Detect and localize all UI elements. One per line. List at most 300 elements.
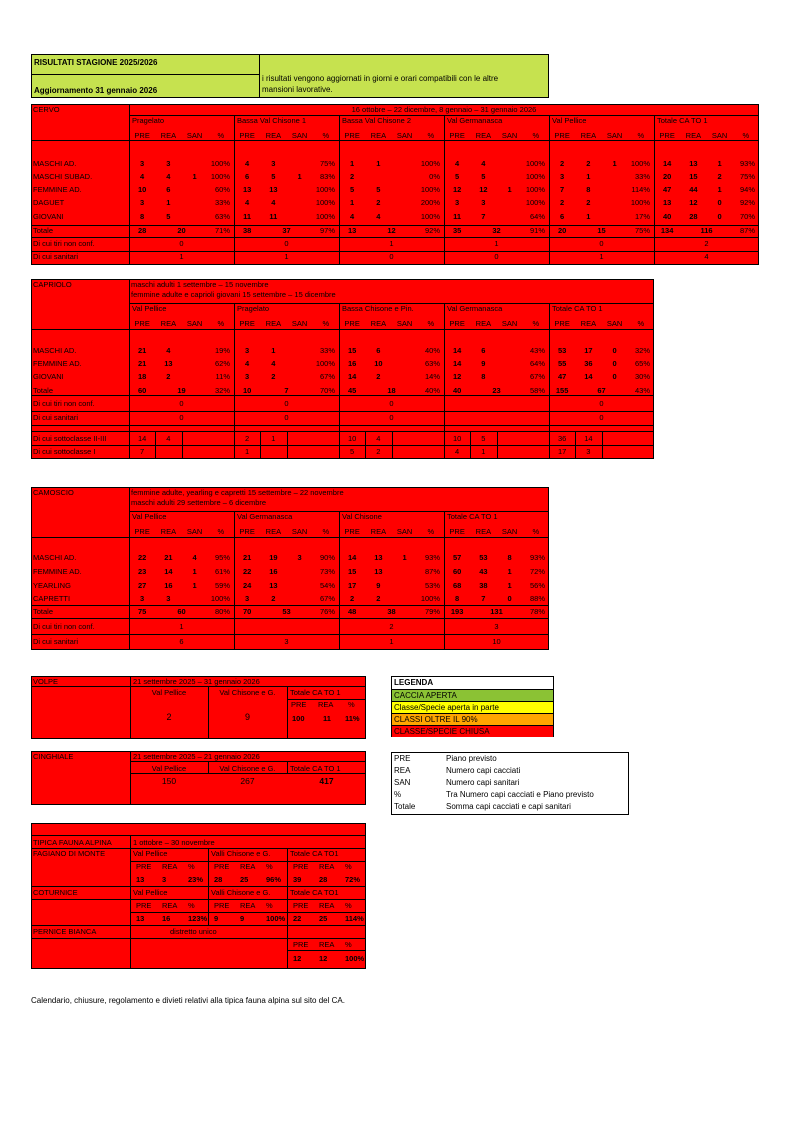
capriolo-cell: 40%: [424, 346, 440, 355]
cervo-sanitari-label: Di cui sanitari: [33, 252, 79, 261]
camoscio-dates-1: femmine adulte, yearling e capretti 15 settembre – 22 novembre: [131, 488, 344, 497]
cervo-cell: 114%: [631, 185, 650, 194]
abbr-key: PRE: [394, 754, 411, 763]
cervo-cell: 14: [662, 159, 672, 168]
abbr-key: REA: [394, 766, 411, 775]
cervo-cell: 15: [597, 226, 606, 235]
capriolo-cell: 32%: [214, 386, 230, 395]
capriolo-cell: 60: [137, 386, 147, 395]
cervo-cell: 1: [350, 198, 355, 207]
cervo-cell: 1: [350, 159, 355, 168]
cervo-cell: 17%: [634, 212, 650, 221]
cervo-cell: 3: [560, 172, 565, 181]
capriolo-col-head: PRE: [134, 319, 150, 328]
camoscio-cell: 3: [245, 594, 250, 603]
cervo-row-label: MASCHI SUBAD.: [33, 172, 93, 181]
cervo-col-head: PRE: [134, 131, 150, 140]
fagiano-head: PRE: [136, 862, 152, 871]
capriolo-sanitari-value: 0: [599, 413, 604, 422]
cervo-cell: 5: [455, 172, 460, 181]
capriolo-cell: 47: [557, 372, 567, 381]
legend-item: CLASSI OLTRE IL 90%: [392, 713, 553, 725]
capriolo-cell: 14: [347, 372, 357, 381]
cervo-hline-3: [31, 237, 759, 238]
cervo-col-head: %: [427, 131, 435, 140]
capriolo-row-label: Totale: [33, 386, 54, 395]
camoscio-cell: 1: [507, 581, 512, 590]
cervo-cell: 4: [245, 198, 250, 207]
cervo-cell: 3: [455, 198, 460, 207]
cervo-cell: 8: [140, 212, 145, 221]
capriolo-sanitari-value: 0: [389, 413, 394, 422]
cervo-col-head: PRE: [344, 131, 360, 140]
cervo-cell: 6: [245, 172, 250, 181]
fagiano-head: PRE: [214, 862, 230, 871]
camoscio-cell: 3: [140, 594, 145, 603]
cervo-col-head: SAN: [711, 131, 728, 140]
coturnice-val: 22: [293, 914, 302, 923]
capriolo-cell: 63%: [424, 359, 440, 368]
capriolo-cell: 7: [284, 386, 289, 395]
capriolo-row-label: MASCHI AD.: [33, 346, 77, 355]
capriolo-row-label: FEMMINE AD.: [33, 359, 82, 368]
camoscio-cell: 80%: [214, 607, 230, 616]
camoscio-cell: 100%: [210, 594, 230, 603]
capriolo-cell: 14: [584, 372, 593, 381]
cervo-cell: 1: [586, 212, 591, 221]
cervo-sanitari-value: 4: [704, 252, 709, 261]
volpe-col-totale: Totale CA TO 1: [290, 688, 341, 697]
capriolo-non_conf-value: 0: [284, 399, 289, 408]
capriolo-col-head: SAN: [186, 319, 203, 328]
cervo-cell: 1: [376, 159, 381, 168]
pernice-head: PRE: [293, 940, 309, 949]
capriolo-cell: 4: [245, 359, 250, 368]
cervo-sanitari-value: 0: [389, 252, 394, 261]
capriolo-col-head: PRE: [449, 319, 465, 328]
volpe-head-rea: REA: [318, 700, 334, 709]
camoscio-cell: 27: [137, 581, 147, 590]
camoscio-cell: 1: [507, 567, 512, 576]
fagiano-col-2: Totale CA TO1: [290, 849, 339, 858]
cervo-col-head: %: [637, 131, 645, 140]
capriolo-sanitari-value: 0: [179, 413, 184, 422]
capriolo-col-head: PRE: [554, 319, 570, 328]
cervo-row-label: GIOVANI: [33, 212, 64, 221]
camoscio-col-head: %: [322, 527, 330, 536]
capriolo-cell: 33%: [319, 346, 335, 355]
camoscio-row-label: YEARLING: [33, 581, 71, 590]
capriolo-sottoclasse_1-value: 17: [557, 447, 567, 456]
capriolo-cell: 6: [376, 346, 381, 355]
capriolo-sotto-divider2-0: [182, 431, 183, 459]
camoscio-cell: 88%: [529, 594, 545, 603]
camoscio-cell: 14: [164, 567, 173, 576]
capriolo-name: CAPRIOLO: [33, 280, 72, 289]
cervo-cell: 12: [689, 198, 698, 207]
cervo-cell: 5: [166, 212, 171, 221]
cinghiale-totale-value: 417: [319, 776, 334, 786]
camoscio-sanitari-value: 3: [284, 637, 289, 646]
camoscio-cell: 2: [376, 594, 381, 603]
cervo-cell: 2: [717, 172, 722, 181]
pernice-distretto: distretto unico: [170, 927, 217, 936]
cervo-district-3: Val Germanasca: [447, 116, 503, 125]
cervo-non_conf-value: 0: [599, 239, 604, 248]
camoscio-sanitari-value: 10: [492, 637, 501, 646]
capriolo-cell: 10: [374, 359, 383, 368]
cervo-cell: 94%: [739, 185, 755, 194]
cervo-col-head: PRE: [239, 131, 255, 140]
coturnice-col-2: Totale CA TO1: [290, 888, 339, 897]
cervo-cell: 35: [452, 226, 462, 235]
camoscio-cell: 43: [479, 567, 488, 576]
fagiano-val: 39: [293, 875, 302, 884]
cervo-cell: 5: [271, 172, 276, 181]
capriolo-sottoclasse_23-value: 10: [452, 434, 462, 443]
cervo-cell: 5: [481, 172, 486, 181]
camoscio-col-head: PRE: [134, 527, 150, 536]
camoscio-cell: 3: [297, 553, 302, 562]
cervo-cell: 4: [455, 159, 460, 168]
fagiano-val: 13: [136, 875, 145, 884]
cervo-cell: 200%: [420, 198, 440, 207]
camoscio-cell: 0: [507, 594, 512, 603]
coturnice-head: PRE: [214, 901, 230, 910]
fagiano-head: %: [188, 862, 195, 871]
cervo-cell: 4: [140, 172, 145, 181]
cervo-col-head: SAN: [606, 131, 623, 140]
capriolo-col-head: PRE: [239, 319, 255, 328]
volpe-tot-rea: 11: [323, 714, 331, 723]
cervo-cell: 4: [481, 159, 486, 168]
cervo-cell: 1: [192, 172, 197, 181]
camoscio-cell: 8: [507, 553, 512, 562]
camoscio-non_conf-label: Di cui tiri non conf.: [33, 622, 95, 631]
capriolo-cell: 14: [452, 359, 462, 368]
season-title: RISULTATI STAGIONE 2025/2026: [34, 58, 158, 67]
capriolo-non_conf-value: 0: [599, 399, 604, 408]
pernice-val: 100%: [345, 954, 365, 963]
cervo-cell: 20: [177, 226, 186, 235]
cervo-cell: 0: [717, 212, 722, 221]
cervo-col-head: PRE: [659, 131, 675, 140]
cervo-cell: 100%: [630, 198, 650, 207]
capriolo-sotto-divider2-2: [392, 431, 393, 459]
cervo-non_conf-value: 0: [284, 239, 289, 248]
capriolo-district-4: Totale CA TO 1: [552, 304, 603, 313]
capriolo-col-head: REA: [370, 319, 387, 328]
cervo-cell: 40: [662, 212, 672, 221]
capriolo-cell: 55: [557, 359, 567, 368]
cervo-cell: 4: [376, 212, 381, 221]
capriolo-row-label: GIOVANI: [33, 372, 64, 381]
capriolo-cell: 3: [245, 372, 250, 381]
header-divider: [259, 54, 260, 98]
tipica-dates: 1 ottobre – 30 novembre: [133, 838, 215, 847]
capriolo-cell: 9: [481, 359, 486, 368]
legend-item: CACCIA APERTA: [392, 689, 553, 701]
capriolo-cell: 19: [177, 386, 186, 395]
cervo-non_conf-value: 0: [179, 239, 184, 248]
cervo-cell: 4: [245, 159, 250, 168]
cervo-hline-1: [31, 140, 759, 141]
camoscio-cell: 95%: [214, 553, 230, 562]
camoscio-cell: 53: [282, 607, 291, 616]
capriolo-cell: 43%: [634, 386, 650, 395]
capriolo-cell: 65%: [634, 359, 650, 368]
camoscio-cell: 60: [177, 607, 186, 616]
cervo-cell: 11: [243, 212, 252, 221]
capriolo-cell: 1: [271, 346, 276, 355]
cervo-cell: 2: [560, 159, 565, 168]
camoscio-cell: 48: [347, 607, 357, 616]
cervo-cell: 10: [137, 185, 147, 194]
camoscio-cell: 59%: [214, 581, 230, 590]
camoscio-col-head: REA: [475, 527, 492, 536]
tipica-hline-5: [130, 912, 366, 913]
cinghiale-vline-3: [287, 761, 288, 773]
camoscio-cell: 60: [452, 567, 462, 576]
camoscio-cell: 16: [269, 567, 278, 576]
cinghiale-pellice-value: 150: [161, 776, 177, 786]
camoscio-sanitari-label: Di cui sanitari: [33, 637, 79, 646]
capriolo-cell: 32%: [634, 346, 650, 355]
capriolo-cell: 18: [387, 386, 396, 395]
capriolo-sottoclasse_23-value: 14: [137, 434, 147, 443]
cervo-cell: 2: [560, 198, 565, 207]
camoscio-cell: 8: [455, 594, 460, 603]
capriolo-cell: 40: [452, 386, 462, 395]
camoscio-non_conf-value: 1: [179, 622, 184, 631]
cervo-sanitari-value: 1: [599, 252, 604, 261]
abbr-desc: Numero capi sanitari: [446, 778, 520, 787]
fagiano-val: 96%: [266, 875, 282, 884]
coturnice-name: COTURNICE: [33, 888, 78, 897]
capriolo-label-divider: [129, 279, 130, 459]
camoscio-cell: 56%: [529, 581, 545, 590]
camoscio-sanitari-value: 1: [389, 637, 394, 646]
capriolo-cell: 12: [452, 372, 462, 381]
cervo-dates: 16 ottobre – 22 dicembre, 8 gennaio – 31 gennaio 2026: [351, 105, 537, 114]
tipica-name: TIPICA FAUNA ALPINA: [33, 838, 112, 847]
cervo-district-0: Pragelato: [132, 116, 165, 125]
abbr-key: Totale: [394, 802, 416, 811]
capriolo-cell: 155: [555, 386, 569, 395]
cervo-cell: 2: [376, 198, 381, 207]
capriolo-cell: 53: [557, 346, 567, 355]
capriolo-cell: 45: [347, 386, 357, 395]
cervo-cell: 37: [282, 226, 291, 235]
cervo-cell: 134: [660, 226, 674, 235]
camoscio-cell: 1: [192, 581, 197, 590]
cervo-col-head: SAN: [396, 131, 413, 140]
camoscio-cell: 1: [192, 567, 197, 576]
capriolo-sottoclasse_1-value: 1: [245, 447, 250, 456]
camoscio-cell: 193: [450, 607, 464, 616]
cervo-cell: 13: [269, 185, 278, 194]
legend-item: CLASSE/SPECIE CHIUSA: [392, 725, 553, 737]
cinghiale-col-totale: Totale CA TO 1: [290, 764, 341, 773]
coturnice-val: 13: [136, 914, 145, 923]
camoscio-district-0: Val Pellice: [132, 512, 167, 521]
cervo-cell: 33%: [214, 198, 230, 207]
capriolo-cell: 40%: [424, 386, 440, 395]
cervo-cell: 1: [717, 185, 722, 194]
camoscio-cell: 38: [387, 607, 396, 616]
camoscio-cell: 13: [269, 581, 278, 590]
abbr-key: SAN: [394, 778, 411, 787]
cervo-cell: 1: [612, 159, 617, 168]
cervo-cell: 100%: [525, 198, 545, 207]
cervo-cell: 3: [140, 198, 145, 207]
cervo-sanitari-value: 0: [494, 252, 499, 261]
cervo-cell: 83%: [319, 172, 335, 181]
camoscio-cell: 21: [242, 553, 252, 562]
capriolo-sottoclasse_1-value: 7: [140, 447, 145, 456]
capriolo-cell: 6: [481, 346, 486, 355]
cervo-col-head: PRE: [554, 131, 570, 140]
capriolo-cell: 14%: [424, 372, 440, 381]
coturnice-head: %: [266, 901, 273, 910]
camoscio-cell: 3: [166, 594, 171, 603]
fagiano-head: PRE: [293, 862, 309, 871]
camoscio-col-head: REA: [265, 527, 282, 536]
cervo-cell: 47: [662, 185, 672, 194]
camoscio-cell: 53%: [424, 581, 440, 590]
volpe-chisone-value: 9: [244, 712, 250, 722]
cervo-cell: 1: [586, 172, 591, 181]
capriolo-cell: 11%: [215, 372, 230, 381]
camoscio-cell: 14: [347, 553, 357, 562]
camoscio-cell: 16: [164, 581, 173, 590]
capriolo-dates-2: femmine adulte e caprioli giovani 15 settembre – 15 dicembre: [131, 290, 336, 299]
cervo-cell: 100%: [210, 159, 230, 168]
capriolo-cell: 58%: [529, 386, 545, 395]
fagiano-head: REA: [162, 862, 178, 871]
camoscio-col-head: %: [217, 527, 225, 536]
capriolo-cell: 17: [584, 346, 593, 355]
capriolo-cell: 64%: [529, 359, 545, 368]
capriolo-sotto-divider-2: [365, 431, 366, 459]
capriolo-cell: 4: [271, 359, 276, 368]
volpe-pellice-value: 2: [166, 712, 172, 722]
cinghiale-col-chisone: Val Chisone e G.: [219, 764, 276, 773]
cervo-cell: 3: [140, 159, 145, 168]
abbreviations-box: [391, 752, 629, 815]
volpe-tot-pct: 11%: [345, 714, 360, 723]
capriolo-sanitari-value: 0: [284, 413, 289, 422]
cervo-cell: 13: [347, 226, 357, 235]
capriolo-cell: 100%: [315, 359, 335, 368]
fagiano-val: 28: [319, 875, 328, 884]
cervo-cell: 7: [560, 185, 565, 194]
coturnice-head: PRE: [293, 901, 309, 910]
cervo-cell: 63%: [214, 212, 230, 221]
pernice-head: REA: [319, 940, 335, 949]
fagiano-col-1: Valli Chisone e G.: [211, 849, 271, 858]
capriolo-cell: 10: [242, 386, 252, 395]
capriolo-col-head: %: [427, 319, 435, 328]
camoscio-cell: 24: [242, 581, 252, 590]
camoscio-cell: 54%: [319, 581, 335, 590]
fagiano-name: FAGIANO DI MONTE: [33, 849, 106, 858]
camoscio-cell: 75: [137, 607, 147, 616]
camoscio-cell: 61%: [214, 567, 230, 576]
capriolo-col-head: REA: [160, 319, 177, 328]
capriolo-sottoclasse_23-value: 2: [245, 434, 250, 443]
camoscio-cell: 1: [402, 553, 407, 562]
cervo-cell: 100%: [315, 198, 335, 207]
cervo-cell: 93%: [739, 159, 755, 168]
capriolo-col-head: SAN: [396, 319, 413, 328]
cervo-cell: 100%: [525, 159, 545, 168]
volpe-col-chisone: Val Chisone e G.: [219, 688, 276, 697]
capriolo-dates-1: maschi adulti 1 settembre – 15 novembre: [131, 280, 269, 289]
fagiano-val: 25: [240, 875, 249, 884]
capriolo-sotto-divider-4: [575, 431, 576, 459]
cervo-cell: 100%: [420, 159, 440, 168]
abbr-key: %: [394, 790, 402, 799]
coturnice-col-1: Valli Chisone e G.: [211, 888, 271, 897]
capriolo-sottoclasse_1-value: 3: [586, 447, 591, 456]
camoscio-cell: 79%: [424, 607, 440, 616]
camoscio-cell: 9: [376, 581, 381, 590]
cervo-cell: 6: [560, 212, 565, 221]
camoscio-cell: 70: [242, 607, 252, 616]
capriolo-hline-1: [31, 329, 654, 330]
camoscio-cell: 87%: [424, 567, 440, 576]
capriolo-sottoclasse_1-value: 5: [350, 447, 355, 456]
legend-box: [391, 676, 554, 737]
camoscio-district-1: Val Germanasca: [237, 512, 293, 521]
cervo-cell: 11: [269, 212, 278, 221]
cervo-col-head: %: [532, 131, 540, 140]
legend-item: Classe/Specie aperta in parte: [392, 701, 553, 713]
capriolo-cell: 3: [245, 346, 250, 355]
fagiano-val: 3: [162, 875, 167, 884]
volpe-name: VOLPE: [33, 677, 59, 686]
coturnice-head: REA: [162, 901, 178, 910]
camoscio-cell: 2: [350, 594, 355, 603]
update-note-1: i risultati vengono aggiornati in giorni e orari compatibili con le altre: [262, 74, 499, 83]
fagiano-val: 28: [214, 875, 223, 884]
cervo-cell: 91%: [529, 226, 545, 235]
cervo-non_conf-value: 1: [494, 239, 499, 248]
capriolo-sotto-divider-1: [260, 431, 261, 459]
cervo-cell: 4: [271, 198, 276, 207]
cervo-cell: 15: [689, 172, 698, 181]
header-hline: [31, 74, 259, 75]
tipica-hline-0: [31, 835, 366, 836]
cinghiale-col-pellice: Val Pellice: [151, 764, 187, 773]
camoscio-row-label: MASCHI AD.: [33, 553, 77, 562]
capriolo-cell: 43%: [529, 346, 545, 355]
cervo-col-head: REA: [265, 131, 282, 140]
cervo-cell: 75%: [739, 172, 755, 181]
capriolo-sanitari-label: Di cui sanitari: [33, 413, 79, 422]
camoscio-name: CAMOSCIO: [33, 488, 74, 497]
cervo-non_conf-label: Di cui tiri non conf.: [33, 239, 95, 248]
capriolo-hline-4: [31, 425, 654, 426]
capriolo-col-head: %: [637, 319, 645, 328]
camoscio-col-head: SAN: [186, 527, 203, 536]
cervo-cell: 70%: [739, 212, 755, 221]
cervo-cell: 100%: [315, 212, 335, 221]
capriolo-sottoclasse_23-value: 4: [376, 434, 381, 443]
cervo-cell: 97%: [319, 226, 335, 235]
cinghiale-name: CINGHIALE: [33, 752, 74, 761]
